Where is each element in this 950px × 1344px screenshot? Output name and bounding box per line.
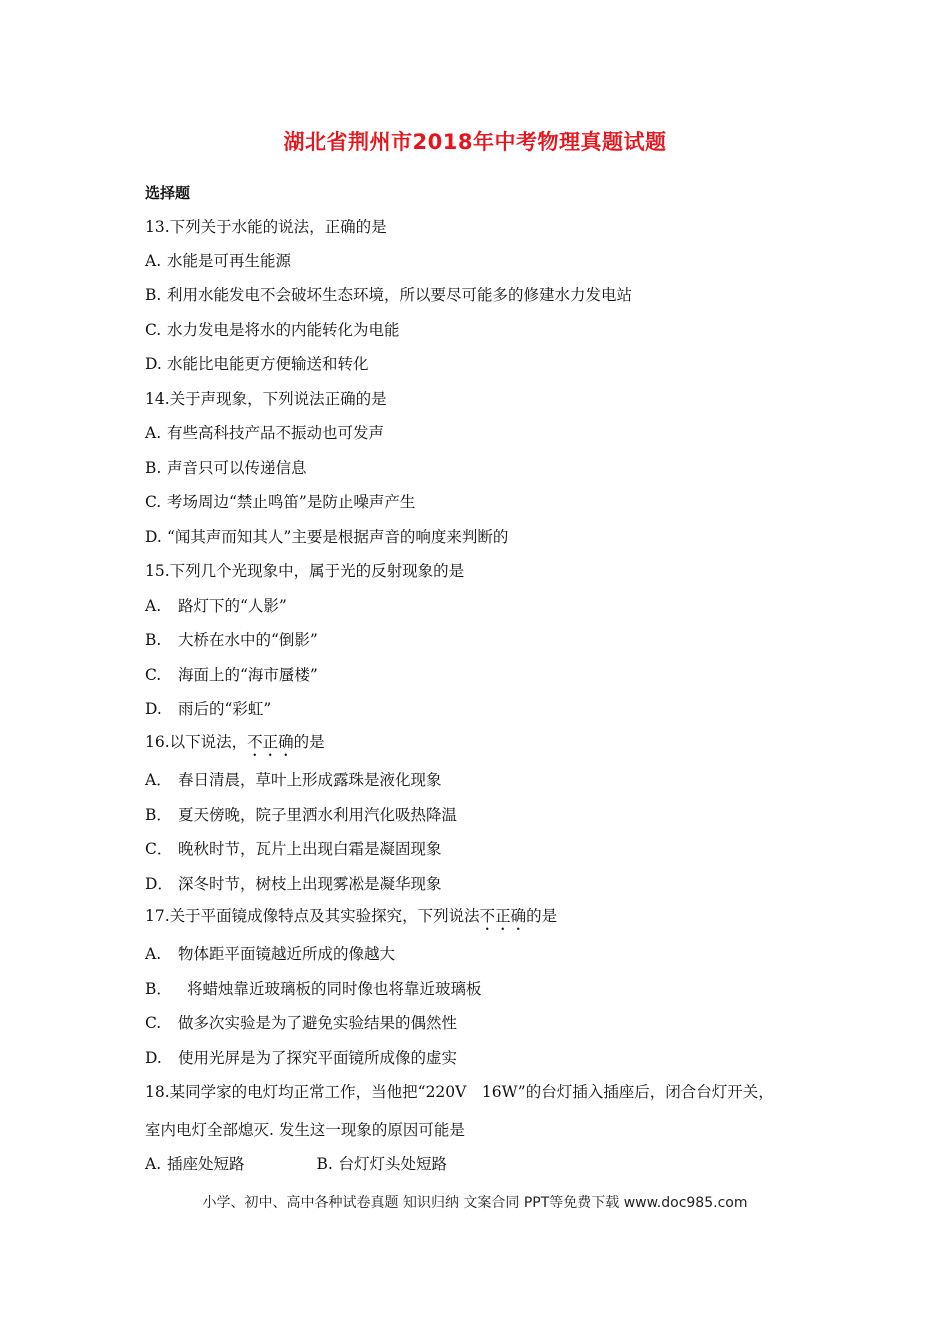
option-text: 将蜡烛靠近玻璃板的同时像也将靠近玻璃板	[187, 980, 482, 998]
option-letter: D.	[145, 700, 162, 718]
emphasis-text: 不正确	[247, 733, 294, 751]
page-footer: 小学、初中、高中各种试卷真题 知识归纳 文案合同 PPT等免费下载 www.doc985.com	[202, 1195, 748, 1211]
question-16-option-d	[145, 874, 442, 894]
option-text: 深冬时节，树枝上出现雾凇是凝华现象	[178, 875, 442, 893]
question-13-option-c	[145, 320, 400, 340]
option-letter: B．	[145, 980, 172, 998]
question-14-option-c	[145, 492, 415, 512]
question-14-option-b	[145, 458, 307, 478]
option-text: 春日清晨，草叶上形成露珠是液化现象	[178, 771, 442, 789]
question-14-stem: 14.关于声现象，下列说法正确的是	[145, 390, 387, 408]
option-letter: C.	[145, 493, 162, 511]
question-16-stem	[145, 732, 325, 760]
option-letter: C．	[145, 840, 173, 858]
option-text: “闻其声而知其人”主要是根据声音的响度来判断的	[167, 528, 509, 546]
document-title: 湖北省荆州市2018年中考物理真题试题	[283, 130, 667, 154]
stem-text: 16.以下说法，	[145, 733, 248, 751]
question-15-option-c	[145, 665, 318, 685]
option-text: 海面上的“海市蜃楼”	[178, 666, 318, 684]
option-letter: B.	[145, 459, 162, 477]
question-13-option-d	[145, 354, 369, 374]
option-letter: A.	[145, 1155, 162, 1173]
option-letter: C.	[145, 666, 162, 684]
option-letter: A．	[145, 771, 172, 789]
option-letter: A.	[145, 424, 162, 442]
option-text: 路灯下的“人影”	[178, 597, 287, 615]
question-18-options	[145, 1154, 447, 1174]
option-letter: A.	[145, 597, 162, 615]
option-letter: B.	[145, 286, 162, 304]
option-letter: A.	[145, 945, 162, 963]
option-text: 插座处短路	[167, 1155, 245, 1173]
option-text: 夏天傍晚，院子里洒水利用汽化吸热降温	[178, 806, 458, 824]
question-18-stem-line-2: 室内电灯全部熄灭. 发生这一现象的原因可能是	[145, 1121, 465, 1139]
option-text: 台灯灯头处短路	[338, 1155, 448, 1173]
question-13-stem: 13.下列关于水能的说法，正确的是	[145, 218, 387, 236]
option-text: 考场周边“禁止鸣笛”是防止噪声产生	[167, 493, 416, 511]
option-letter: D.	[145, 355, 162, 373]
emphasis-text: 不正确	[479, 907, 527, 925]
section-heading: 选择题	[145, 184, 191, 202]
question-17-option-b	[145, 979, 482, 999]
question-17-option-a	[145, 944, 395, 964]
question-15-option-d	[145, 699, 271, 719]
option-text: 做多次实验是为了避免实验结果的偶然性	[178, 1014, 458, 1032]
option-text: 大桥在水中的“倒影”	[178, 631, 318, 649]
option-text: 水能比电能更方便输送和转化	[167, 355, 369, 373]
option-text: 物体距平面镜越近所成的像越大	[178, 945, 396, 963]
option-letter: B．	[145, 806, 172, 824]
question-16-option-c	[145, 839, 442, 859]
option-letter: D.	[145, 528, 162, 546]
question-18-stem-line-1: 18.某同学家的电灯均正常工作，当他把“220V 16W”的台灯插入插座后，闭合台灯开关，	[145, 1083, 774, 1101]
question-13-option-b	[145, 285, 632, 305]
question-15-stem: 15.下列几个光现象中，属于光的反射现象的是	[145, 562, 465, 580]
stem-text: 17.关于平面镜成像特点及其实验探究，下列说法	[145, 907, 480, 925]
option-text: 水能是可再生能源	[167, 252, 292, 270]
question-17-stem	[145, 906, 557, 934]
stem-text: 的是	[526, 907, 558, 925]
option-letter: C.	[145, 321, 162, 339]
option-text: 使用光屏是为了探究平面镜所成像的虚实	[178, 1049, 458, 1067]
question-13-option-a	[145, 251, 291, 271]
option-letter: B.	[316, 1155, 333, 1173]
option-letter: C.	[145, 1014, 162, 1032]
question-17-option-c	[145, 1013, 457, 1033]
option-text: 雨后的“彩虹”	[178, 700, 272, 718]
question-16-option-a	[145, 770, 442, 790]
question-14-option-d	[145, 527, 508, 547]
option-text: 有些高科技产品不振动也可发声	[167, 424, 385, 442]
question-17-option-d	[145, 1048, 457, 1068]
option-letter: D.	[145, 1049, 162, 1067]
option-text: 声音只可以传递信息	[167, 459, 307, 477]
stem-text: 的是	[293, 733, 325, 751]
question-15-option-a	[145, 596, 287, 616]
option-letter: B.	[145, 631, 162, 649]
option-text: 水力发电是将水的内能转化为电能	[167, 321, 400, 339]
question-14-option-a	[145, 423, 384, 443]
option-text: 晚秋时节，瓦片上出现白霜是凝固现象	[178, 840, 442, 858]
question-15-option-b	[145, 630, 318, 650]
option-text: 利用水能发电不会破坏生态环境，所以要尽可能多的修建水力发电站	[167, 286, 633, 304]
option-letter: D．	[145, 875, 173, 893]
option-letter: A.	[145, 252, 162, 270]
question-16-option-b	[145, 805, 457, 825]
